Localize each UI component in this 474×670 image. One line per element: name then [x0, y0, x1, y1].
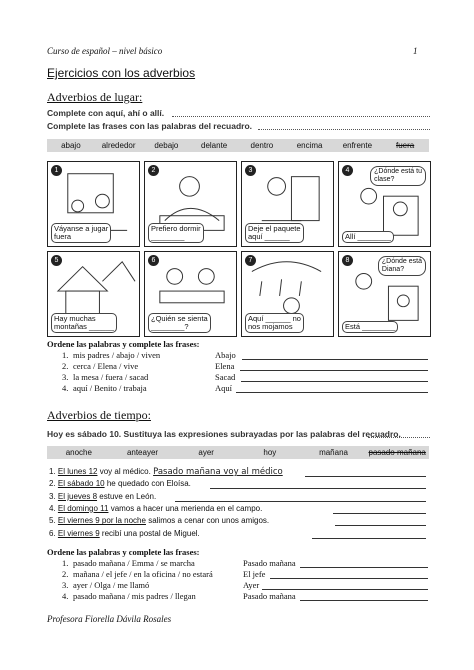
time-sentence — [49, 516, 269, 525]
dotted-rule — [172, 116, 430, 117]
panel-caption: Aquí ______ no nos mojamos — [245, 313, 304, 333]
item-number: 2. — [62, 361, 69, 371]
answer-line[interactable] — [305, 476, 426, 477]
word-option: mañana — [319, 448, 348, 457]
item-number: 1. — [62, 558, 69, 568]
scrambled-words: la mesa / fuera / sacad — [73, 372, 149, 382]
answer-start: Elena — [215, 361, 235, 371]
underlined-expression: El viernes 9 — [57, 528, 100, 538]
panel-caption: Allí ________ — [342, 231, 394, 243]
lugar-instruction-2: Complete las frases con las palabras del recuadro. — [47, 121, 253, 131]
item-number: 4. — [62, 591, 69, 601]
answer-line[interactable] — [241, 381, 428, 382]
answer-line[interactable] — [175, 501, 426, 502]
item-number: 4. — [62, 383, 69, 393]
answer-line[interactable] — [300, 600, 428, 601]
scrambled-words: aquí / Benito / trabaja — [73, 383, 147, 393]
panel-number: 3 — [245, 165, 256, 176]
picture-panel — [47, 251, 140, 337]
answer-start: Abajo — [215, 350, 236, 360]
panel-number: 1 — [51, 165, 62, 176]
dotted-rule — [258, 129, 430, 130]
lugar-instruction-1: Complete con aquí, ahí o allí. — [47, 108, 165, 118]
handwritten-answer: Pasado mañana voy al médico — [153, 467, 283, 477]
item-number: 6. — [49, 528, 58, 538]
picture-panel — [144, 251, 237, 337]
dotted-rule — [368, 437, 430, 438]
scrambled-words: cerca / Elena / vive — [73, 361, 139, 371]
word-option: enfrente — [342, 141, 373, 150]
answer-line[interactable] — [236, 392, 428, 393]
time-sentence — [49, 479, 191, 488]
panel-number: 6 — [148, 255, 159, 266]
word-option: anoche — [65, 448, 92, 457]
lugar-heading: Adverbios de lugar: — [47, 90, 143, 104]
scrambled-words: ayer / Olga / me llamó — [73, 580, 150, 590]
panel-number: 7 — [245, 255, 256, 266]
answer-line[interactable] — [333, 513, 426, 514]
time-sentence — [49, 529, 200, 538]
item-number: 5. — [49, 516, 58, 526]
course-header: Curso de español – nivel básico — [47, 46, 163, 56]
item-number: 4. — [49, 503, 58, 513]
word-option: debajo — [154, 141, 179, 150]
answer-line[interactable] — [335, 525, 426, 526]
item-number: 3. — [62, 372, 69, 382]
item-number: 3. — [62, 580, 69, 590]
answer-start: Aquí — [215, 383, 232, 393]
answer-line[interactable] — [312, 538, 426, 539]
scrambled-words: mañana / el jefe / en la oficina / no estará — [73, 569, 213, 579]
page-title: Ejercicios con los adverbios — [47, 66, 196, 80]
time-sentence — [49, 504, 262, 513]
word-option: ayer — [198, 448, 214, 457]
lugar-word-box — [47, 139, 429, 152]
answer-line[interactable] — [240, 370, 428, 371]
picture-panel — [338, 251, 431, 337]
scrambled-words: pasado mañana / Emma / se marcha — [73, 558, 195, 568]
sentence-rest: voy al médico. — [97, 467, 154, 476]
panel-caption: Váyanse a jugar fuera — [51, 223, 111, 243]
panel-number: 4 — [342, 165, 353, 176]
speech-bubble: ¿Dónde está tu clase? — [370, 166, 426, 186]
time-sentence — [49, 492, 156, 501]
panel-number: 2 — [148, 165, 159, 176]
picture-panel — [241, 251, 334, 337]
item-number: 2. — [62, 569, 69, 579]
answer-start: Pasado mañana — [243, 591, 296, 601]
answer-line[interactable] — [242, 359, 428, 360]
underlined-expression: El sábado 10 — [57, 479, 105, 489]
sentence-rest: salimos a cenar con unos amigos. — [145, 516, 270, 526]
sentence-rest: recibí una postal de Miguel. — [99, 528, 200, 538]
answer-line[interactable] — [262, 589, 428, 590]
scrambled-words: pasado mañana / mis padres / llegan — [73, 591, 196, 601]
tiempo-heading: Adverbios de tiempo: — [47, 408, 151, 422]
panel-number: 8 — [342, 255, 353, 266]
panel-number: 5 — [51, 255, 62, 266]
underlined-expression: El lunes 12 — [57, 467, 98, 476]
picture-grid — [47, 161, 431, 337]
word-option: hoy — [263, 448, 277, 457]
answer-start: El jefe — [243, 569, 266, 579]
picture-panel — [241, 161, 334, 247]
tiempo-word-box — [47, 446, 429, 459]
word-option: encima — [296, 141, 323, 150]
sentence-rest: he quedado con Eloísa. — [104, 479, 191, 489]
answer-line[interactable] — [300, 567, 428, 568]
answer-start: Sacad — [215, 372, 236, 382]
panel-caption: Está ________ — [342, 321, 398, 333]
underlined-expression: El jueves 8 — [57, 491, 98, 501]
word-option: pasado mañana — [368, 448, 426, 457]
answer-line[interactable] — [210, 488, 426, 489]
word-option: anteayer — [126, 448, 159, 457]
underlined-expression: El domingo 11 — [57, 503, 109, 513]
item-number: 3. — [49, 491, 58, 501]
answer-start: Ayer — [243, 580, 260, 590]
panel-caption: ¿Quién se sienta ________? — [148, 313, 211, 333]
tiempo-instruction: Hoy es sábado 10. Sustituya las expresiones subrayadas por las palabras del recuadro. — [47, 429, 401, 439]
panel-caption: Hay muchas montañas ______ — [51, 313, 117, 333]
lugar-order-title: Ordene las palabras y complete las frases: — [47, 339, 200, 349]
picture-panel — [47, 161, 140, 247]
item-number: 2. — [49, 479, 58, 489]
picture-panel — [144, 161, 237, 247]
word-option: alrededor — [101, 141, 136, 150]
word-option: delante — [201, 141, 228, 150]
time-sentence — [49, 467, 283, 477]
panel-caption: Deje el paquete aquí ______ — [245, 223, 304, 243]
answer-start: Pasado mañana — [243, 558, 296, 568]
sentence-rest: vamos a hacer una merienda en el campo. — [108, 503, 263, 513]
underlined-expression: El viernes 9 por la noche — [57, 516, 146, 526]
answer-line[interactable] — [270, 578, 428, 579]
panel-caption: Prefiero dormir ________ — [148, 223, 204, 243]
page-number: 1 — [413, 46, 418, 56]
item-number: 1. — [62, 350, 69, 360]
tiempo-order-title: Ordene las palabras y complete las frases: — [47, 547, 200, 557]
word-option: fuera — [396, 141, 415, 150]
speech-bubble: ¿Dónde está Diana? — [378, 256, 426, 276]
scrambled-words: mis padres / abajo / viven — [73, 350, 161, 360]
picture-panel — [338, 161, 431, 247]
item-number: 1. — [49, 467, 58, 476]
word-option: abajo — [61, 141, 81, 150]
word-option: dentro — [250, 141, 274, 150]
sentence-rest: estuve en León. — [97, 491, 157, 501]
footer-author: Profesora Fiorella Dávila Rosales — [47, 614, 172, 624]
